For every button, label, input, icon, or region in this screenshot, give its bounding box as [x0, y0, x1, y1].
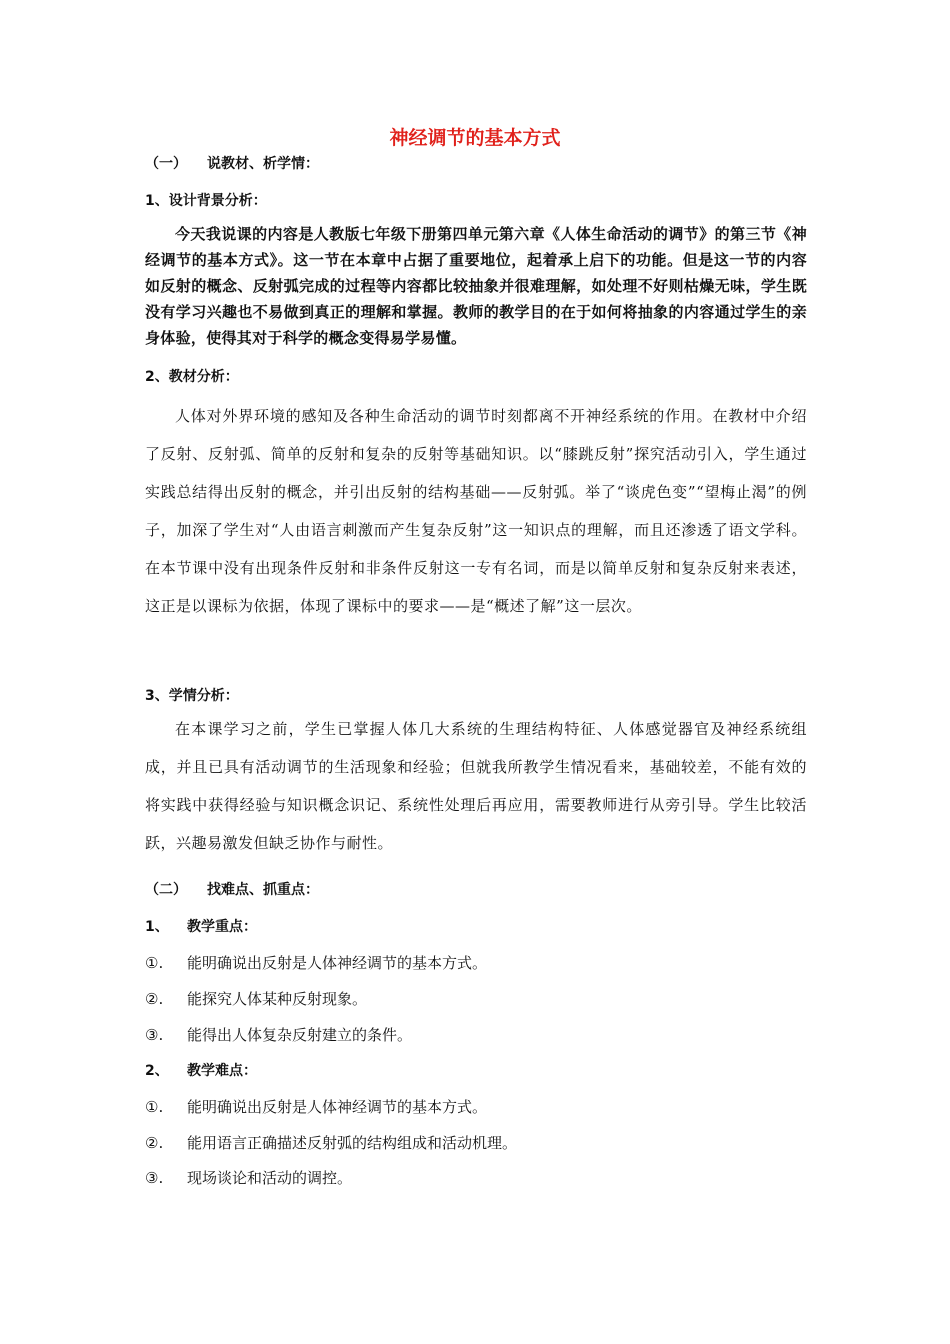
list-marker: ③. [145, 1026, 164, 1044]
list-item [145, 989, 810, 1009]
list-item-text: 现场谈论和活动的调控。 [187, 1169, 353, 1187]
list-marker: ③. [145, 1169, 164, 1187]
list-item-text: 能明确说出反射是人体神经调节的基本方式。 [187, 1098, 488, 1116]
list-marker: ①. [145, 954, 164, 972]
list-item [145, 953, 810, 973]
document-title: 神经调节的基本方式 [389, 127, 561, 149]
difficult-points-title: 教学难点： [187, 1063, 257, 1079]
section-title: 找难点、抓重点： [207, 882, 319, 898]
list-item [145, 1025, 810, 1045]
section-number: （二） [145, 882, 187, 898]
list-item [145, 1133, 810, 1153]
list-item-text: 能得出人体复杂反射建立的条件。 [187, 1026, 413, 1044]
section-title: 说教材、析学情： [207, 156, 319, 172]
difficult-points-number: 2、 [145, 1063, 169, 1079]
student-analysis-paragraph: 在本课学习之前，学生已掌握人体几大系统的生理结构特征、人体感觉器官及神经系统组成，并且已具有活动调节的生活现象和经验；但就我所教学生情况看来，基础较差，不能有效的将实践中获得经验与知识概念识记、系统性处理后再应用，需要教师进行从旁引导。学生比较活跃，兴趣易激发但缺乏协作与耐性。 [145, 720, 807, 852]
list-marker: ②. [145, 990, 164, 1008]
background-paragraph: 今天我说课的内容是人教版七年级下册第四单元第六章《人体生命活动的调节》的第三节《神经调节的基本方式》。这一节在本章中占据了重要地位，起着承上启下的功能。但是这一节的内容如反射的概念、反射弧完成的过程等内容都比较抽象并很难理解，如处理不好则枯燥无味，学生既没有学习兴趣也不易做到真正的理解和掌握。教师的教学目的在于如何将抽象的内容通过学生的亲身体验，使得其对于科学的概念变得易学易懂。 [145, 225, 807, 347]
list-item-text: 能探究人体某种反射现象。 [187, 990, 368, 1008]
subsection-heading-students: 3、学情分析： [145, 688, 239, 704]
list-marker: ②. [145, 1134, 164, 1152]
section-heading-1 [145, 154, 810, 174]
list-item-text: 能用语言正确描述反射弧的结构组成和活动机理。 [187, 1134, 518, 1152]
list-item-text: 能明确说出反射是人体神经调节的基本方式。 [187, 954, 488, 972]
list-item [145, 1097, 810, 1117]
key-points-heading [145, 917, 810, 937]
key-points-title: 教学重点： [187, 919, 257, 935]
subsection-heading-textbook: 2、教材分析： [145, 369, 239, 385]
section-heading-2 [145, 880, 810, 900]
subsection-heading-background: 1、设计背景分析： [145, 193, 267, 209]
textbook-analysis-paragraph: 人体对外界环境的感知及各种生命活动的调节时刻都离不开神经系统的作用。在教材中介绍了反射、反射弧、简单的反射和复杂的反射等基础知识。以“膝跳反射”探究活动引入，学生通过实践总结得出反射的概念，并引出反射的结构基础——反射弧。举了“谈虎色变”“望梅止渴”的例子，加深了学生对“人由语言刺激而产生复杂反射”这一知识点的理解，而且还渗透了语文学科。在本节课中没有出现条件反射和非条件反射这一专有名词，而是以简单反射和复杂反射来表述，这正是以课标为依据，体现了课标中的要求——是“概述了解”这一层次。 [145, 407, 807, 615]
section-number: （一） [145, 156, 187, 172]
list-item [145, 1168, 810, 1188]
key-points-number: 1、 [145, 919, 169, 935]
difficult-points-heading [145, 1061, 810, 1081]
list-marker: ①. [145, 1098, 164, 1116]
